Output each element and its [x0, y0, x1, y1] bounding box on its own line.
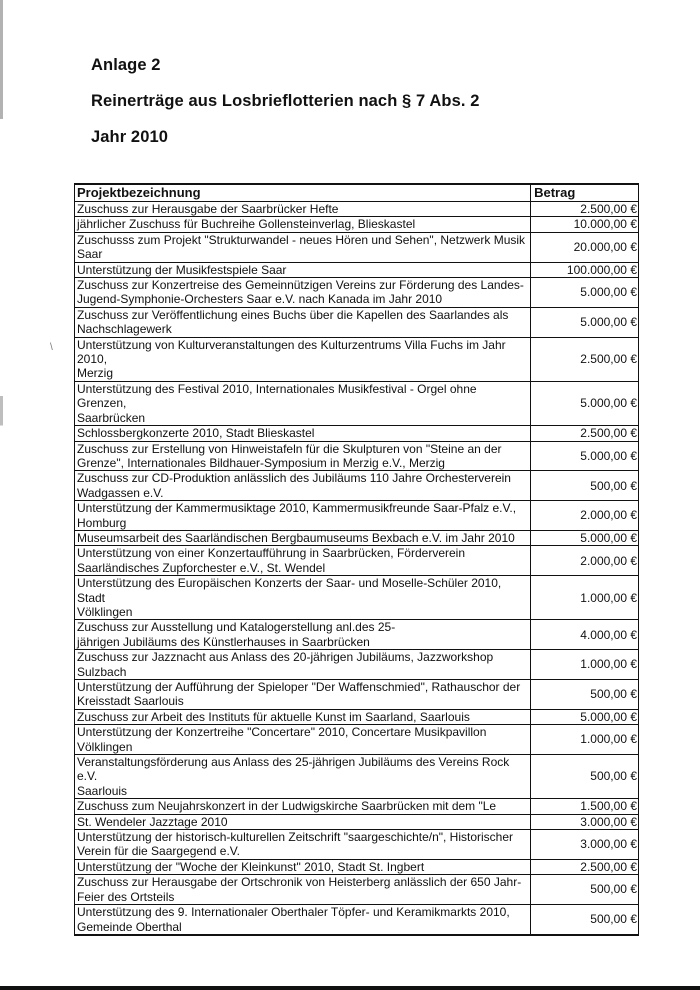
project-cell — [75, 441, 531, 471]
table-row — [75, 709, 639, 724]
project-cell — [75, 202, 531, 217]
table-row — [75, 905, 639, 935]
project-line: Unterstützung von Kulturveranstaltungen des Kulturzentrums Villa Fuchs im Jahr 2010, — [77, 337, 506, 367]
amount-cell: 1.500,00 € — [531, 799, 639, 814]
page-title: Reinerträge aus Losbrieflotterien nach § 7 Abs. 2 — [91, 92, 480, 110]
table-row — [75, 576, 639, 620]
project-line: Zuschuss zur Konzertreise des Gemeinnützigen Vereins zur Förderung des Landes- — [77, 278, 524, 293]
table-row — [75, 381, 639, 425]
project-line: Zuschuss zur Arbeit des Instituts für aktuelle Kunst im Saarland, Saarlouis — [77, 709, 470, 724]
project-line: Unterstützung der "Woche der Kleinkunst" 2010, Stadt St. Ingbert — [77, 859, 425, 874]
project-cell — [75, 501, 531, 531]
project-line: Zuschusss zum Projekt "Strukturwandel - neues Hören und Sehen", Netzwerk Musik — [77, 232, 526, 247]
project-line: Zuschuss zur Herausgabe der Ortschronik von Heisterberg anlässlich der 650 Jahr- — [77, 875, 522, 890]
project-line: Saarbrücken — [77, 410, 146, 425]
amount-cell: 500,00 € — [531, 875, 639, 905]
project-line: Saarländisches Zupforchester e.V., St. Wendel — [77, 560, 326, 575]
project-line: Wadgassen e.V. — [77, 485, 164, 500]
project-cell — [75, 859, 531, 874]
table-row — [75, 307, 639, 337]
amount-cell: 5.000,00 € — [531, 709, 639, 724]
grants-table — [74, 183, 639, 936]
table-body — [75, 202, 639, 935]
project-cell — [75, 755, 531, 799]
project-cell — [75, 905, 531, 935]
amount-cell: 2.500,00 € — [531, 859, 639, 874]
project-line: Grenze", Internationales Bildhauer-Symposium in Merzig e.V., Merzig — [77, 455, 445, 470]
project-cell — [75, 530, 531, 545]
project-line: Gemeinde Oberthal — [77, 919, 182, 934]
project-line: St. Wendeler Jazztage 2010 — [77, 814, 228, 829]
amount-cell: 2.000,00 € — [531, 546, 639, 576]
project-cell — [75, 278, 531, 308]
amount-cell: 5.000,00 € — [531, 530, 639, 545]
project-line: Zuschuss zur Herausgabe der Saarbrücker Hefte — [77, 202, 339, 216]
project-cell — [75, 875, 531, 905]
project-line: Unterstützung des Europäischen Konzerts der Saar- und Moselle-Schüler 2010, Stadt — [77, 576, 502, 605]
amount-cell: 500,00 € — [531, 755, 639, 799]
project-cell — [75, 471, 531, 501]
project-line: Unterstützung der Aufführung der Spieloper "Der Waffenschmied", Rathauschor der — [77, 680, 521, 694]
year-label: Jahr 2010 — [91, 128, 169, 146]
project-cell — [75, 381, 531, 425]
project-cell — [75, 709, 531, 724]
project-line: Nachschlagewerk — [77, 322, 172, 337]
table-row — [75, 650, 639, 680]
amount-cell: 5.000,00 € — [531, 381, 639, 425]
project-line: jährlicher Zuschuss für Buchreihe Gollensteinverlag, Blieskastel — [77, 217, 416, 232]
project-line: Unterstützung des Festival 2010, Internationales Musikfestival - Orgel ohne Grenzen, — [77, 381, 477, 411]
project-line: Veranstaltungsförderung aus Anlass des 25-jährigen Jubiläums des Vereins Rock e.V. — [77, 755, 510, 784]
amount-cell: 2.500,00 € — [531, 202, 639, 217]
table-row — [75, 530, 639, 545]
project-cell — [75, 426, 531, 441]
project-line: Zuschuss zur Erstellung von Hinweistafeln für die Skulpturen von "Steine an der — [77, 441, 502, 456]
table-row — [75, 501, 639, 531]
project-line: Unterstützung von einer Konzertaufführung in Saarbrücken, Förderverein — [77, 546, 466, 561]
amount-cell: 500,00 € — [531, 680, 639, 710]
project-line: Kreisstadt Saarlouis — [77, 694, 184, 709]
project-line: Zuschuss zum Neujahrskonzert in der Ludwigskirche Saarbrücken mit dem "Le — [77, 799, 497, 814]
table-row — [75, 441, 639, 471]
amount-cell: 2.500,00 € — [531, 337, 639, 381]
project-cell — [75, 725, 531, 755]
project-cell — [75, 546, 531, 576]
amount-cell: 10.000,00 € — [531, 217, 639, 232]
project-line: Saarlouis — [77, 783, 128, 798]
table-row — [75, 620, 639, 650]
project-line: Unterstützung der Konzertreihe "Concertare" 2010, Concertare Musikpavillon — [77, 725, 487, 740]
table-row — [75, 755, 639, 799]
amount-cell: 1.000,00 € — [531, 650, 639, 680]
project-cell — [75, 262, 531, 277]
table-row — [75, 426, 639, 441]
project-line: Verein für die Saargegend e.V. — [77, 844, 241, 859]
project-line: Unterstützung des 9. Internationaler Oberthaler Töpfer- und Keramikmarkts 2010, — [77, 905, 510, 920]
table-row — [75, 202, 639, 217]
table-row — [75, 546, 639, 576]
project-cell — [75, 814, 531, 829]
project-line: Saar — [77, 247, 103, 262]
project-line: Zuschuss zur Jazznacht aus Anlass des 20-jährigen Jubiläums, Jazzworkshop — [77, 650, 494, 665]
table-row — [75, 830, 639, 860]
table-row — [75, 217, 639, 232]
amount-cell: 5.000,00 € — [531, 278, 639, 308]
scan-edge-artifact — [0, 0, 3, 990]
table-row — [75, 471, 639, 501]
table-row — [75, 337, 639, 381]
table-row — [75, 859, 639, 874]
project-line: Feier des Ortsteils — [77, 889, 175, 904]
project-cell — [75, 337, 531, 381]
project-line: Unterstützung der Kammermusiktage 2010, Kammermusikfreunde Saar-Pfalz e.V., — [77, 501, 517, 516]
project-line: Unterstützung der historisch-kulturellen Zeitschrift "saargeschichte/n", Historischer — [77, 830, 514, 845]
project-line: Museumsarbeit des Saarländischen Bergbaumuseums Bexbach e.V. im Jahr 2010 — [77, 530, 515, 545]
table-row — [75, 262, 639, 277]
project-line: Sulzbach — [77, 664, 127, 679]
header-betrag: Betrag — [531, 184, 639, 202]
project-line: Jugend-Symphonie-Orchesters Saar e.V. nach Kanada im Jahr 2010 — [77, 292, 443, 307]
project-line: Zuschuss zur Ausstellung und Katalogerstellung anl.des 25- — [77, 620, 396, 635]
project-line: Merzig — [77, 366, 114, 381]
amount-cell: 5.000,00 € — [531, 441, 639, 471]
project-line: Völklingen — [77, 739, 133, 754]
amount-cell: 5.000,00 € — [531, 307, 639, 337]
project-cell — [75, 799, 531, 814]
project-cell — [75, 620, 531, 650]
amount-cell: 500,00 € — [531, 905, 639, 935]
table-row — [75, 875, 639, 905]
project-line: Schlossbergkonzerte 2010, Stadt Blieskastel — [77, 426, 315, 441]
project-line: Völklingen — [77, 604, 133, 619]
project-cell — [75, 232, 531, 262]
amount-cell: 4.000,00 € — [531, 620, 639, 650]
project-line: Homburg — [77, 515, 127, 530]
table-row — [75, 680, 639, 710]
table-row — [75, 814, 639, 829]
project-cell — [75, 650, 531, 680]
amount-cell: 3.000,00 € — [531, 814, 639, 829]
amount-cell: 100.000,00 € — [531, 262, 639, 277]
project-cell — [75, 307, 531, 337]
amount-cell: 3.000,00 € — [531, 830, 639, 860]
table-row — [75, 799, 639, 814]
project-cell — [75, 680, 531, 710]
annex-label: Anlage 2 — [91, 56, 161, 74]
table-row — [75, 725, 639, 755]
amount-cell: 1.000,00 € — [531, 576, 639, 620]
project-line: jährigen Jubiläums des Künstlerhauses in Saarbrücken — [77, 634, 370, 649]
amount-cell: 500,00 € — [531, 471, 639, 501]
table-row — [75, 232, 639, 262]
amount-cell: 2.000,00 € — [531, 501, 639, 531]
table-row — [75, 278, 639, 308]
table-header-row — [75, 184, 639, 202]
project-line: Zuschuss zur CD-Produktion anlässlich des Jubiläums 110 Jahre Orchesterverein — [77, 471, 511, 486]
amount-cell: 1.000,00 € — [531, 725, 639, 755]
project-line: Zuschuss zur Veröffentlichung eines Buchs über die Kapellen des Saarlandes als — [77, 307, 509, 322]
header-projektbezeichnung: Projektbezeichnung — [75, 184, 531, 202]
project-cell — [75, 576, 531, 620]
project-cell — [75, 217, 531, 232]
amount-cell: 2.500,00 € — [531, 426, 639, 441]
project-line: Unterstützung der Musikfestspiele Saar — [77, 262, 287, 277]
stray-mark: \ — [50, 342, 53, 353]
amount-cell: 20.000,00 € — [531, 232, 639, 262]
project-cell — [75, 830, 531, 860]
scan-bottom-edge — [0, 986, 700, 990]
